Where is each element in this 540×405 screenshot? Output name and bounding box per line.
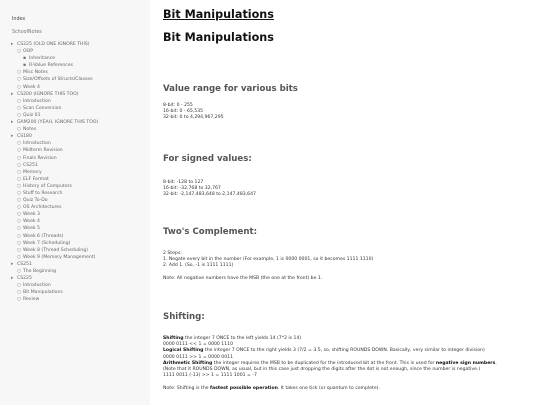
sidebar-tree-item-label: Week 8 (Thread Scheduling): [23, 247, 88, 253]
sidebar-tree-item-label: Week 3: [23, 212, 40, 218]
step-line: 1. Negate every bit in the number (For example, 1 is 0000 0001, so it becomes 1111 1110): [163, 257, 374, 263]
shifting-note-text: Note: Shifting is the: [163, 385, 211, 391]
sidebar-tree-item[interactable]: [11, 76, 98, 83]
tree-bullet-icon: ○: [17, 269, 22, 274]
sidebar-tree-item-label: The Beginning: [23, 269, 57, 274]
tree-bullet-icon: ▸: [11, 134, 14, 140]
tree-bullet-icon: ▸: [11, 91, 14, 97]
shifting-line-text: .: [495, 360, 497, 366]
sidebar-tree-item-label: Review: [23, 297, 40, 303]
sidebar-tree-item-label: R-Value References: [29, 63, 73, 69]
sidebar-tree-item-label: Introduction: [23, 141, 51, 147]
sidebar-tree-item[interactable]: [11, 183, 98, 190]
signed-range-line: 32-bit: -2,147,483,648 to 2,147,483,647: [163, 192, 256, 198]
sidebar-tree-item-label: Bit Manipulations: [23, 290, 63, 296]
sidebar-tree-item-label: Introduction: [23, 283, 51, 289]
bold-term: Arithmetic Shifting: [163, 360, 213, 366]
sidebar-tree: [11, 41, 98, 303]
tree-bullet-icon: ○: [17, 219, 22, 225]
sidebar-tree-item-label: ELF Format: [23, 176, 49, 182]
sidebar-tree-item[interactable]: [11, 289, 98, 296]
shifting-text: [163, 336, 497, 392]
sidebar-tree-item[interactable]: [11, 254, 98, 261]
section-title-shifting: Shifting:: [163, 312, 205, 322]
signed-values-text: [163, 180, 256, 199]
tree-bullet-icon: ○: [17, 297, 22, 303]
twos-complement-text: [163, 251, 373, 282]
sidebar-tree-item[interactable]: [11, 176, 98, 183]
sidebar-tree-item-label: Memory: [23, 169, 42, 175]
tree-bullet-icon: ○: [17, 190, 22, 196]
sidebar-tree-item[interactable]: [11, 112, 98, 119]
tree-bullet-icon: ○: [17, 77, 22, 83]
sidebar-tree-item[interactable]: [11, 84, 98, 91]
sidebar-tree-item-label: Quiz 01: [23, 112, 41, 118]
tree-bullet-icon: ○: [17, 283, 22, 289]
sidebar-tree-item[interactable]: [11, 41, 98, 48]
sidebar-tree-item[interactable]: [11, 155, 98, 162]
signed-range-line: 16-bit: -32,768 to 32,767: [163, 186, 221, 192]
tree-bullet-icon: ○: [17, 49, 22, 55]
value-range-line: 16-bit: 0 - 65,535: [163, 109, 204, 115]
sidebar-tree-item-label: Quiz To-Do: [23, 198, 48, 204]
sidebar-tree-item-label: GAM200 (YEAH, IGNORE THIS TOO): [17, 120, 99, 126]
sidebar-tree-item-label: CS200 (IGNORE THIS TOO): [17, 91, 79, 97]
value-range-text: [163, 103, 224, 122]
sidebar-tree-item-label: CS180: [17, 134, 32, 140]
sidebar-tree-item-label: History of Computers: [23, 183, 72, 189]
sidebar-tree-item[interactable]: [11, 296, 98, 303]
sidebar-tree-item[interactable]: [11, 140, 98, 147]
shifting-line: 1111 0011 (-13) >> 1 = 1111 1001 = -7: [163, 373, 257, 379]
sidebar-tree-item[interactable]: [11, 225, 98, 232]
sidebar-tree-item[interactable]: [11, 126, 98, 133]
tree-bullet-icon: ○: [17, 98, 22, 104]
tree-bullet-icon: ○: [17, 212, 22, 218]
shifting-line: 0000 0111 >> 1 = 0000 0011: [163, 354, 233, 360]
tree-bullet-icon: ○: [17, 240, 22, 246]
tree-bullet-icon: ○: [17, 183, 22, 189]
tree-bullet-icon: ○: [17, 254, 22, 260]
sidebar-tree-item-label: OS Architectures: [23, 205, 62, 211]
sidebar-tree-item-label: Midterm Revision: [23, 148, 63, 154]
sidebar-tree-item[interactable]: [11, 197, 98, 204]
sidebar-tree-item[interactable]: [11, 62, 98, 69]
tree-bullet-icon: ○: [17, 105, 22, 111]
bold-term: Shifting: [163, 336, 184, 341]
section-title-signed-values: For signed values:: [163, 154, 252, 164]
sidebar-tree-item-label: CS225 (OLD ONE IGNORE THIS): [17, 42, 90, 47]
shifting-line: (Note that it ROUNDS DOWN, as usual, but in this case just dropping the digits after the dot is not enough, since the number is negative.): [163, 367, 481, 373]
sidebar-tree-item[interactable]: [11, 98, 98, 105]
tree-bullet-icon: ○: [17, 162, 22, 168]
bold-term: negative sign numbers: [435, 360, 496, 366]
shifting-line-text: the integer requires the MSB to be duplicated for the introduced bit at the front. This is used for: [212, 360, 436, 366]
shifting-line: [163, 348, 497, 354]
tree-bullet-icon: ▪: [23, 56, 27, 62]
shifting-line-text: the integer 7 ONCE to the left yields 14 (7*2 is 14): [183, 336, 302, 341]
twos-complement-note: Note: All negative numbers have the MSB (the one at the front) be 1.: [163, 275, 323, 281]
section-title-twos-complement: Two's Complement:: [163, 227, 258, 237]
sidebar-tree-item[interactable]: [11, 247, 98, 254]
sidebar-tree-item-label: Week 4: [23, 84, 40, 90]
bold-term: Logical Shifting: [163, 348, 204, 354]
sidebar-tree-item-label: CS251: [17, 261, 32, 267]
sidebar-tree-item-label: Size/Offsets of Structs/Classes: [23, 77, 93, 83]
tree-bullet-icon: ○: [17, 205, 22, 211]
tree-bullet-icon: ▪: [23, 63, 27, 69]
tree-bullet-icon: ▸: [11, 261, 14, 267]
shifting-line-text: the integer 7 ONCE to the right yields 3 (7/2 = 3.5, so, shifting ROUNDS DOWN. Basically, very similar to integer division): [203, 348, 485, 354]
sidebar-tree-item-label: Finals Revision: [23, 155, 57, 161]
steps-label: 2 Steps:: [163, 251, 182, 256]
sidebar-tree-item[interactable]: [11, 218, 98, 225]
sidebar-tree-item[interactable]: [11, 48, 98, 55]
sidebar-tree-item[interactable]: [11, 147, 98, 154]
tree-bullet-icon: ○: [17, 247, 22, 253]
sidebar-tree-item-label: CS251: [23, 162, 38, 168]
sidebar-tree-item[interactable]: [11, 105, 98, 112]
sidebar-tree-item[interactable]: [11, 169, 98, 176]
sidebar-tree-item-label: Week 6 (Threads): [23, 233, 64, 239]
sidebar-tree-item[interactable]: [11, 133, 98, 140]
sidebar-index-link[interactable]: Index: [12, 17, 26, 22]
tree-bullet-icon: ○: [17, 226, 22, 232]
tree-bullet-icon: ○: [17, 155, 22, 161]
tree-bullet-icon: ○: [17, 169, 22, 175]
sidebar-tree-item-label: Week 5: [23, 226, 40, 232]
sidebar-tree-item-label: OOP: [23, 49, 34, 55]
sidebar-tree-item[interactable]: [11, 204, 98, 211]
shifting-line: 0000 0111 << 1 = 0000 1110: [163, 342, 233, 348]
sidebar-tree-item-label: CS225: [17, 276, 32, 282]
sidebar-tree-item[interactable]: [11, 162, 98, 169]
sidebar-tree-item[interactable]: [11, 268, 98, 275]
sidebar-tree-item-label: Week 7 (Scheduling): [23, 240, 71, 246]
sidebar-tree-item-label: Notes: [23, 127, 37, 133]
sidebar-tree-item[interactable]: [11, 275, 98, 282]
tree-bullet-icon: ○: [17, 70, 22, 76]
tree-bullet-icon: ▸: [11, 42, 14, 47]
sidebar-tree-item[interactable]: [11, 211, 98, 218]
tree-bullet-icon: ○: [17, 148, 22, 154]
sidebar-root-label[interactable]: SchoolNotes: [12, 30, 42, 35]
bold-term: fastest possible operation: [210, 385, 278, 391]
tree-bullet-icon: ○: [17, 176, 22, 182]
tree-bullet-icon: ○: [17, 112, 22, 118]
sidebar-tree-item-label: Misc Notes: [23, 70, 48, 76]
sidebar-tree-item-label: Introduction: [23, 98, 51, 104]
signed-range-line: 8-bit: -128 to 127: [163, 180, 204, 185]
sidebar-tree-item[interactable]: [11, 261, 98, 268]
sidebar-tree-item[interactable]: [11, 69, 98, 76]
page-heading: Bit Manipulations: [163, 31, 274, 44]
sidebar-tree-item-label: Inheritance: [29, 56, 56, 62]
shifting-note: [163, 386, 497, 392]
sidebar-tree-item[interactable]: [11, 55, 98, 62]
sidebar-tree-item[interactable]: [11, 282, 98, 289]
sidebar-tree-item[interactable]: [11, 190, 98, 197]
sidebar-tree-item-label: Stuff to Research: [23, 190, 63, 196]
tree-bullet-icon: ○: [17, 233, 22, 239]
tree-bullet-icon: ▸: [11, 276, 14, 282]
tree-bullet-icon: ○: [17, 84, 22, 90]
page-title-link[interactable]: Bit Manipulations: [163, 8, 274, 21]
sidebar-tree-item[interactable]: [11, 91, 98, 98]
shifting-note-text: . It takes one tick (or quantum to complete).: [277, 385, 380, 391]
tree-bullet-icon: ○: [17, 290, 22, 296]
step-line: 2. Add 1. (So, -1 is 1111 1111): [163, 263, 234, 269]
sidebar-tree-item-label: Week 4: [23, 219, 40, 225]
sidebar-tree-item[interactable]: [11, 233, 98, 240]
tree-bullet-icon: ○: [17, 198, 22, 204]
tree-bullet-icon: ○: [17, 127, 22, 133]
sidebar-tree-item-label: Week 9 (Memory Management): [23, 254, 96, 260]
section-title-value-range: Value range for various bits: [163, 84, 298, 94]
sidebar-tree-item[interactable]: [11, 119, 98, 126]
value-range-line: 32-bit: 0 to 4,294,967,295: [163, 115, 224, 121]
sidebar: [0, 0, 150, 405]
tree-bullet-icon: ▸: [11, 120, 14, 126]
sidebar-tree-item-label: Scan Conversion: [23, 105, 62, 111]
sidebar-tree-item[interactable]: [11, 240, 98, 247]
tree-bullet-icon: ○: [17, 141, 22, 147]
value-range-line: 8-bit: 0 - 255: [163, 103, 193, 108]
